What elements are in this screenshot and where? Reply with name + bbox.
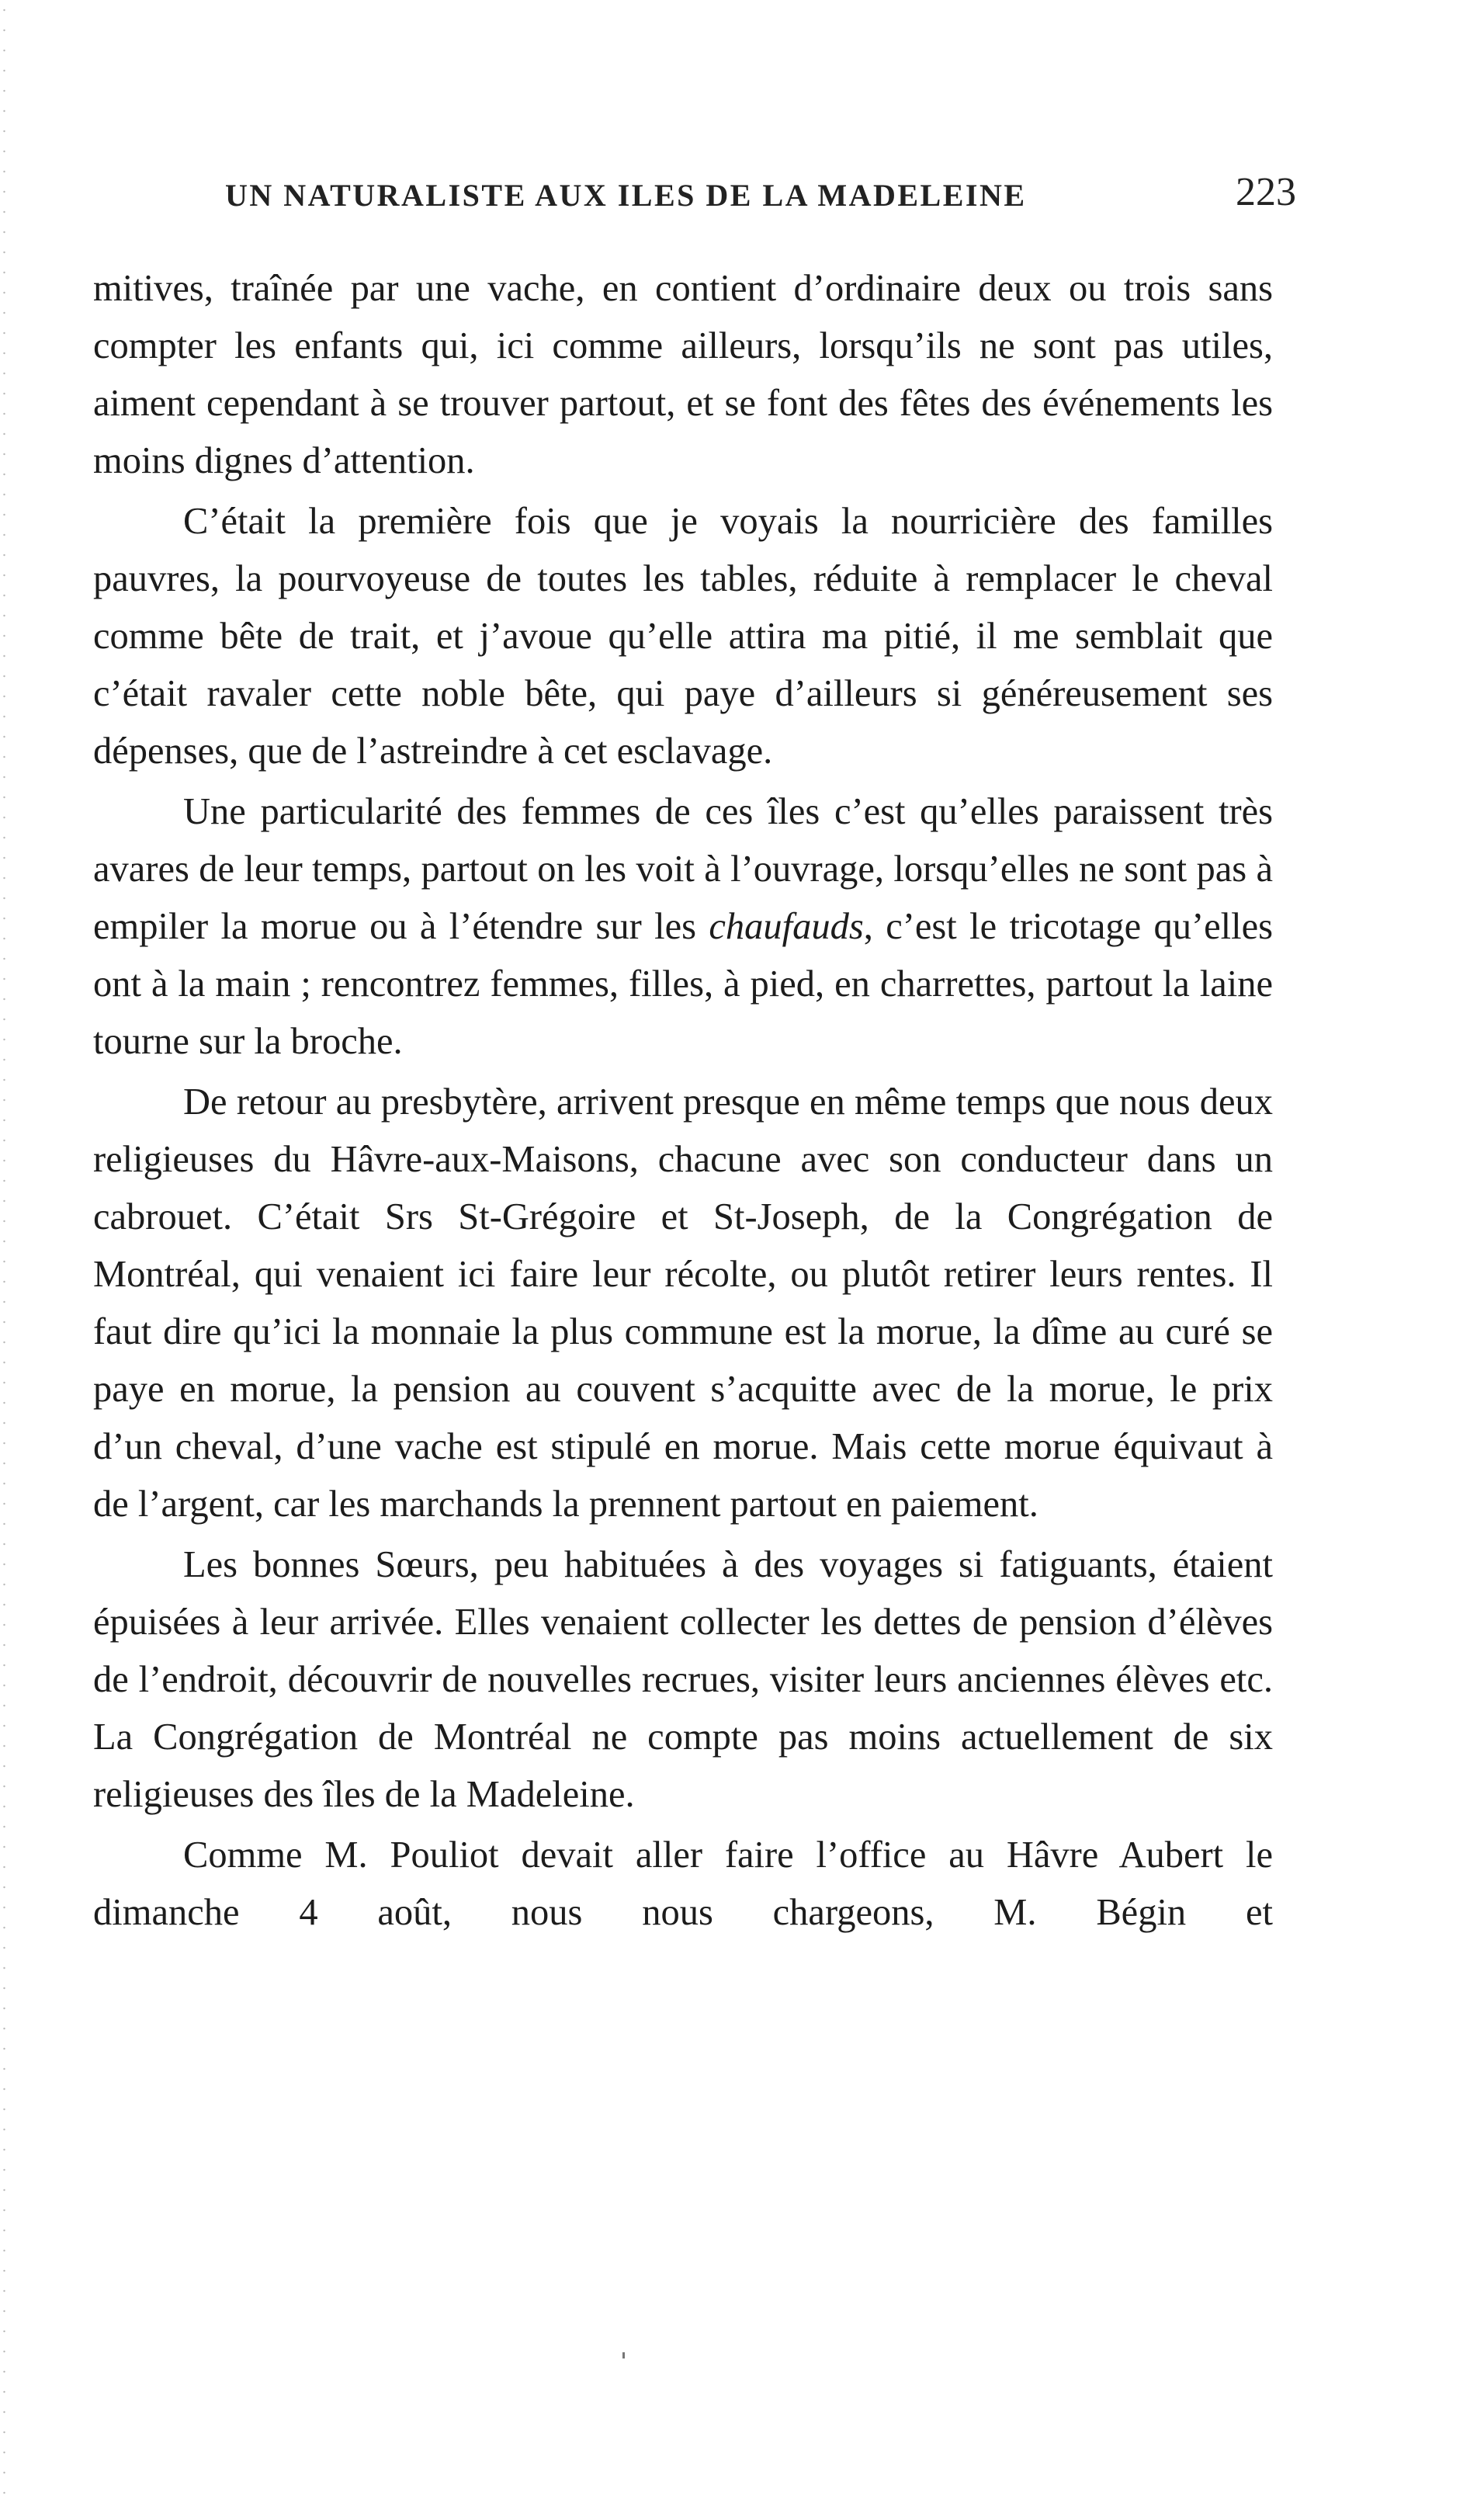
paragraph-1	[93, 260, 1273, 490]
page-number: 223	[1236, 170, 1296, 214]
paragraph-2	[93, 493, 1273, 780]
paragraph-3-text-end: , c’est le tricotage qu’elles ont à la main ; rencontrez femmes, filles, à pied, en charrettes, partout la laine tourne sur la broche.	[93, 906, 1273, 1062]
paragraph-6-text: Comme M. Pouliot devait aller faire l’office au Hâvre Aubert le dimanche 4 août, nous nous chargeons, M. Bégin et	[93, 1834, 1273, 1933]
paragraph-1-text: mitives, traînée par une vache, en contient d’ordinaire deux ou trois sans compter les enfants qui, ici comme ailleurs, lorsqu’ils ne sont pas utiles, aiment cependant à se trouver partout, et se font des fêtes des événements les moins dignes d’attention.	[93, 268, 1273, 481]
paragraph-3	[93, 783, 1273, 1071]
paragraph-2-text: C’était la première fois que je voyais la nourricière des familles pauvres, la pourvoyeuse de toutes les tables, réduite à remplacer le cheval comme bête de trait, et j’avoue qu’elle attira ma pitié, il me semblait que c’était ravaler cette noble bête, qui paye d’ailleurs si généreusement ses dépenses, que de l’astreindre à cet esclavage.	[93, 501, 1273, 772]
paragraph-5-text: Les bonnes Sœurs, peu habituées à des voyages si fatiguants, étaient épuisées à leur arrivée. Elles venaient collecter les dettes de pension d’élèves de l’endroit, découvrir de nouvelles recrues, visiter leurs anciennes élèves etc. La Congrégation de Montréal ne compte pas moins actuellement de six religieuses des îles de la Madeleine.	[93, 1544, 1273, 1815]
scan-edge-dots	[3, 0, 5, 2499]
running-title: UN NATURALISTE AUX ILES DE LA MADELEINE	[225, 178, 1027, 213]
paragraph-5	[93, 1536, 1273, 1824]
paragraph-4	[93, 1074, 1273, 1533]
running-header	[225, 170, 1296, 224]
ink-speck	[622, 2352, 625, 2358]
paragraph-6	[93, 1827, 1273, 1942]
body-text	[93, 260, 1273, 1942]
paragraph-4-text: De retour au presbytère, arrivent presque en même temps que nous deux religieuses du Hâvre-aux-Maisons, chacune avec son conducteur dans un cabrouet. C’était Srs St-Grégoire et St-Joseph, de la Congrégation de Montréal, qui venaient ici faire leur récolte, ou plutôt retirer leurs rentes. Il faut dire qu’ici la monnaie la plus commune est la morue, la dîme au curé se paye en morue, la pension au couvent s’acquitte avec de la morue, le prix d’un cheval, d’une vache est stipulé en morue. Mais cette morue équivaut à de l’argent, car les marchands la prennent partout en paiement.	[93, 1081, 1273, 1525]
paragraph-3-text-start: Une particularité des femmes de ces îles c’est qu’elles paraissent très avares de leur temps, partout on les voit à l’ouvrage, lorsqu’elles ne sont pas à empiler la morue ou à l’étendre sur les	[93, 791, 1273, 947]
paragraph-3-italic-term: chaufauds	[709, 906, 864, 947]
